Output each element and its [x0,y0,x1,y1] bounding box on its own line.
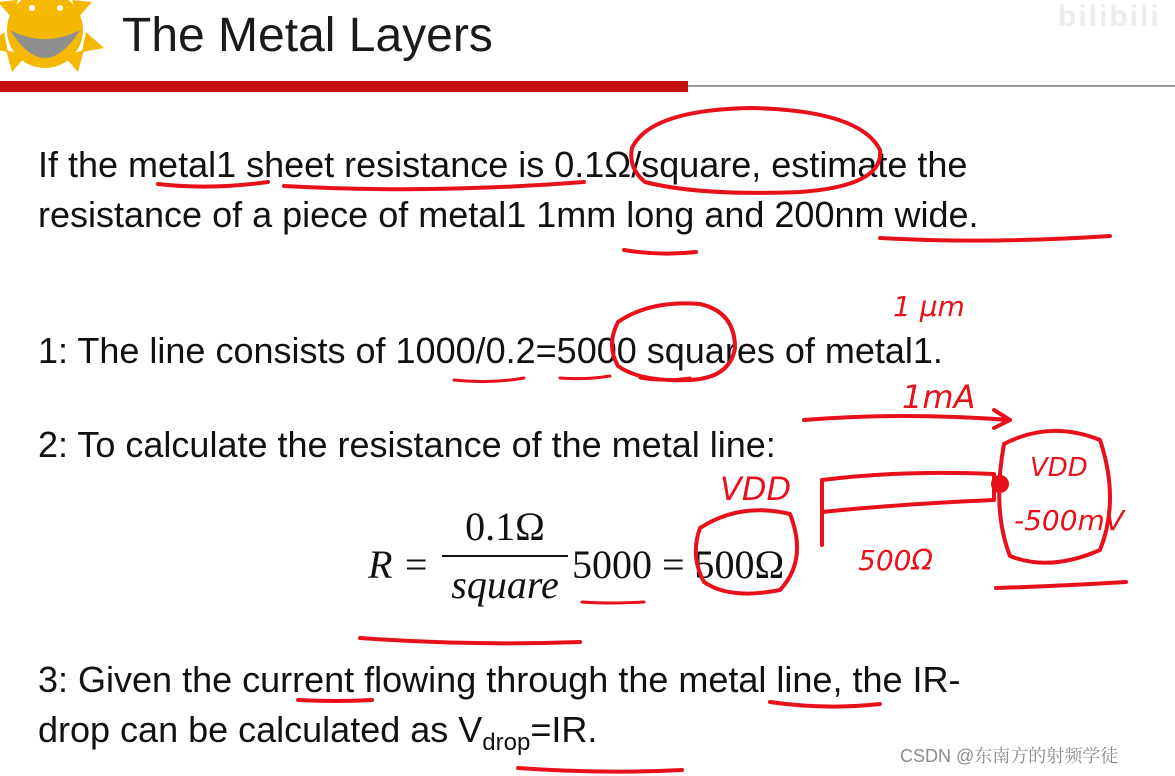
current-arrow [804,416,1010,420]
underline-square [360,638,580,643]
equation-denominator: square [451,562,559,607]
underline-5000 [640,378,690,380]
step-3-suffix: =IR. [530,709,598,750]
node-dot [991,475,1009,493]
step-3-prefix: drop can be calculated as V [38,709,483,750]
title-rule-grey [688,85,1175,87]
note-vdd-right: VDD [1030,453,1088,483]
equation-fraction [442,503,568,608]
v-drop-subscript: drop [482,729,531,756]
underline-1000 [454,378,524,382]
step-2: 2: To calculate the resistance of the metal line: [38,424,776,465]
step-3 [38,655,960,768]
underline-equation-5000 [582,602,644,603]
current-arrow-head [994,410,1010,428]
problem-line-2: resistance of a piece of metal1 1mm long and 200nm wide. [38,194,979,235]
note-vdd-left: VDD [720,470,792,508]
csdn-watermark: CSDN @东南方的射频学徒 [900,746,1119,766]
circle-vdd-drop [999,431,1110,563]
note-500-ohm: 500Ω [858,544,933,577]
sun-mascot-logo [0,0,110,74]
step-3-line-1: 3: Given the current flowing through the metal line, the IR- [38,659,961,700]
wire-sketch [822,473,994,545]
equation-numerator: 0.1Ω [465,504,545,549]
problem-line-1: If the metal1 sheet resistance is 0.1Ω/square, estimate the [38,144,968,185]
fraction-bar [442,555,568,557]
equation-lhs: R = [368,542,430,587]
bilibili-watermark: bilibili [1058,0,1161,33]
problem-statement [38,140,979,240]
equation-rhs: 5000 = 500Ω [572,542,785,587]
step-1: 1: The line consists of 1000/0.2=5000 squares of metal1. [38,330,943,371]
title-rule [0,81,1175,91]
title-rule-red [0,81,688,92]
note-1um: 1 μm [893,290,965,323]
slide-title: The Metal Layers [122,9,493,62]
note-drop: -500mV [1014,504,1124,537]
underline-drop [996,582,1126,588]
underline-1mm [624,250,696,254]
underline-vdrop-ir [518,768,682,772]
underline-0.2 [560,376,610,379]
step-3-line-2 [38,705,960,768]
note-1mA: 1mA [902,378,976,416]
